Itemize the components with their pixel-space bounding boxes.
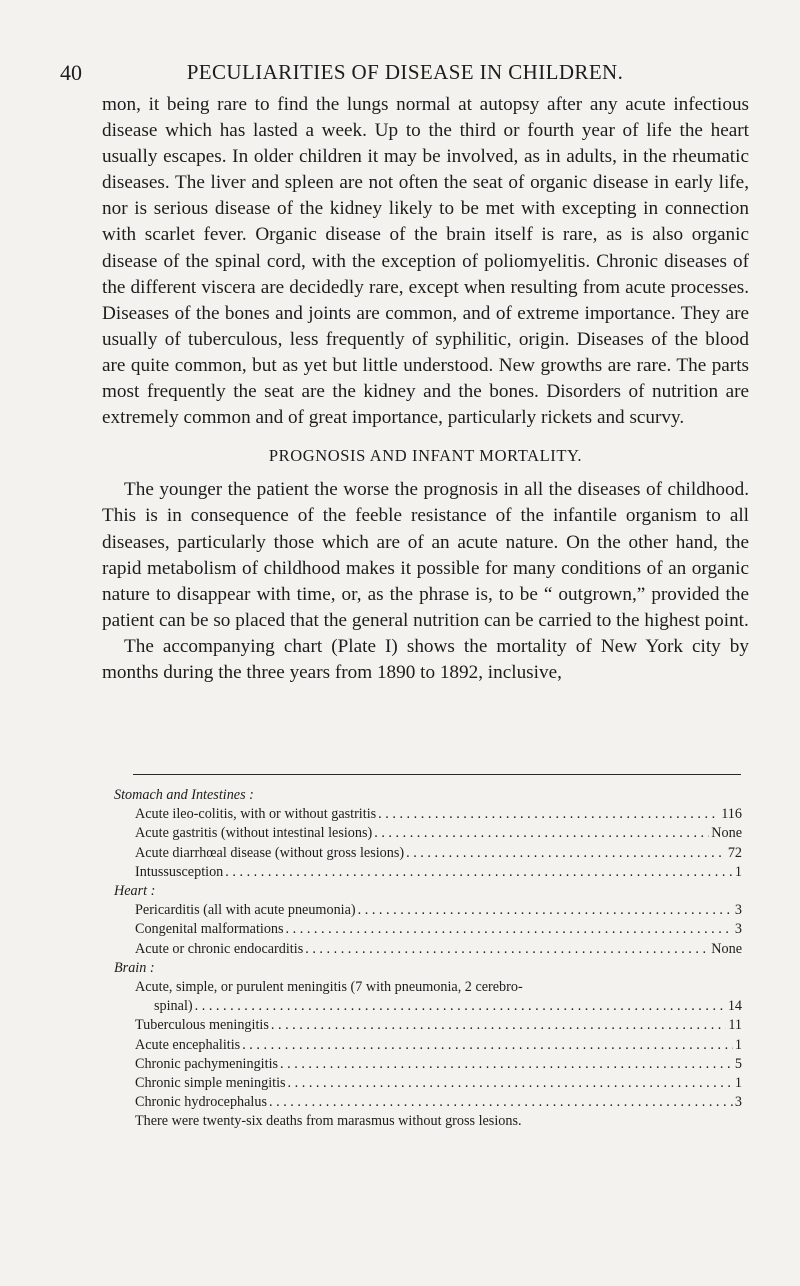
row-value: 1 [734, 1036, 742, 1053]
row-label: Acute ileo-colitis, with or without gastritis [135, 806, 377, 823]
row-value: None [711, 940, 742, 957]
leader-dots [286, 920, 733, 939]
row-label: Acute gastritis (without intestinal lesions) [135, 825, 373, 842]
row-label: Chronic pachymeningitis [135, 1055, 279, 1072]
row-value: 11 [728, 1017, 742, 1034]
row-label: Acute diarrhœal disease (without gross lesions) [135, 844, 405, 861]
row-label: Acute encephalitis [135, 1036, 241, 1053]
table-row [114, 805, 742, 824]
table-row [114, 997, 742, 1016]
table-row [114, 863, 742, 882]
table-row [114, 844, 742, 863]
row-label: Congenital malformations [135, 921, 284, 938]
row-label: Chronic hydrocephalus [135, 1094, 267, 1111]
leader-dots [280, 1055, 733, 1074]
table-row [114, 1093, 742, 1112]
row-value: 14 [727, 998, 742, 1015]
row-value: 72 [727, 844, 742, 861]
row-label-wrapped: Acute, simple, or purulent meningitis (7 with pneumonia, 2 cerebro- [135, 979, 523, 996]
leader-dots [195, 997, 726, 1016]
row-value: 3 [734, 902, 742, 919]
running-head: PECULIARITIES OF DISEASE IN CHILDREN. [186, 60, 624, 84]
body-text [102, 92, 749, 686]
table-row [114, 824, 742, 843]
row-label: Acute or chronic endocarditis [135, 940, 304, 957]
table-row [114, 901, 742, 920]
leader-dots [242, 1036, 733, 1055]
table-row [114, 1036, 742, 1055]
table-row [114, 940, 742, 959]
table-row [114, 1016, 742, 1035]
row-value: 1 [734, 863, 742, 880]
category-heart: Heart : [114, 883, 156, 900]
paragraph-1: mon, it being rare to find the lungs normal at autopsy after any acute infectious disease which has lasted a week. Up to the third or fourth year of life the heart usually escapes. In older children it may be involved, as in adults, in the rheumatic diseases. The liver and spleen are not often the seat of organic disease in early life, nor is serious disease of the kidney likely to be met with excepting in connection with scarlet fever. Organic disease of the brain itself is rare, as is also organic disease of the spinal cord, with the exception of poliomyelitis. Chronic diseases of the different viscera are decidedly rare, except when resulting from acute processes. Diseases of the bones and joints are common, and of extreme importance. They are usually of tuberculous, less frequently of syphilitic, origin. Diseases of the blood are quite common, but as yet but little understood. New growths are rare. The parts most frequently the seat are the kidney and the bones. Disorders of nutrition are extremely common and of great importance, particularly rickets and scurvy. [102, 94, 749, 429]
row-label: Intussusception [135, 863, 224, 880]
row-label: Pericarditis (all with acute pneumonia) [135, 902, 356, 919]
leader-dots [271, 1016, 726, 1035]
leader-dots [358, 901, 733, 920]
row-label: Chronic simple meningitis [135, 1075, 286, 1092]
leader-dots [269, 1093, 733, 1112]
section-heading: PROGNOSIS AND INFANT MORTALITY. [268, 446, 583, 466]
leader-dots [225, 863, 733, 882]
table-row [114, 1074, 742, 1093]
leader-dots [288, 1074, 733, 1093]
category-stomach: Stomach and Intestines : [114, 787, 254, 803]
row-value: 1 [734, 1075, 742, 1092]
row-value: 5 [734, 1055, 742, 1072]
table-row [114, 920, 742, 939]
row-value: 3 [734, 921, 742, 938]
table-row [114, 1055, 742, 1074]
row-value: 3 [734, 1094, 742, 1111]
table-rule [133, 774, 741, 775]
mortality-table [114, 786, 742, 1132]
leader-dots [406, 844, 726, 863]
row-value: None [711, 825, 742, 842]
category-brain: Brain : [114, 959, 155, 976]
paragraph-2: The younger the patient the worse the prognosis in all the diseases of childhood. This is in consequence of the feeble resistance of the infantile organism to all diseases, particularly those which are of an acute nature. On the other hand, the rapid metabolism of childhood makes it possible for many conditions of an organic nature to disappear with time, or, as the phrase is, to be “ outgrown,” provided the patient can be so placed that the general nutrition can be carried to the highest point. [102, 479, 749, 631]
row-label: Tuberculous meningitis [135, 1017, 269, 1034]
page-number: 40 [60, 60, 82, 85]
paragraph-3: The accompanying chart (Plate I) shows the mortality of New York city by months during the three years from 1890 to 1892, inclusive, [102, 635, 749, 683]
page-header [60, 56, 750, 86]
leader-dots [374, 824, 709, 843]
leader-dots [305, 940, 709, 959]
row-value: 116 [721, 806, 742, 823]
table-footnote: There were twenty-six deaths from marasmus without gross lesions. [135, 1113, 522, 1130]
row-label: spinal) [154, 998, 193, 1015]
leader-dots [378, 805, 719, 824]
